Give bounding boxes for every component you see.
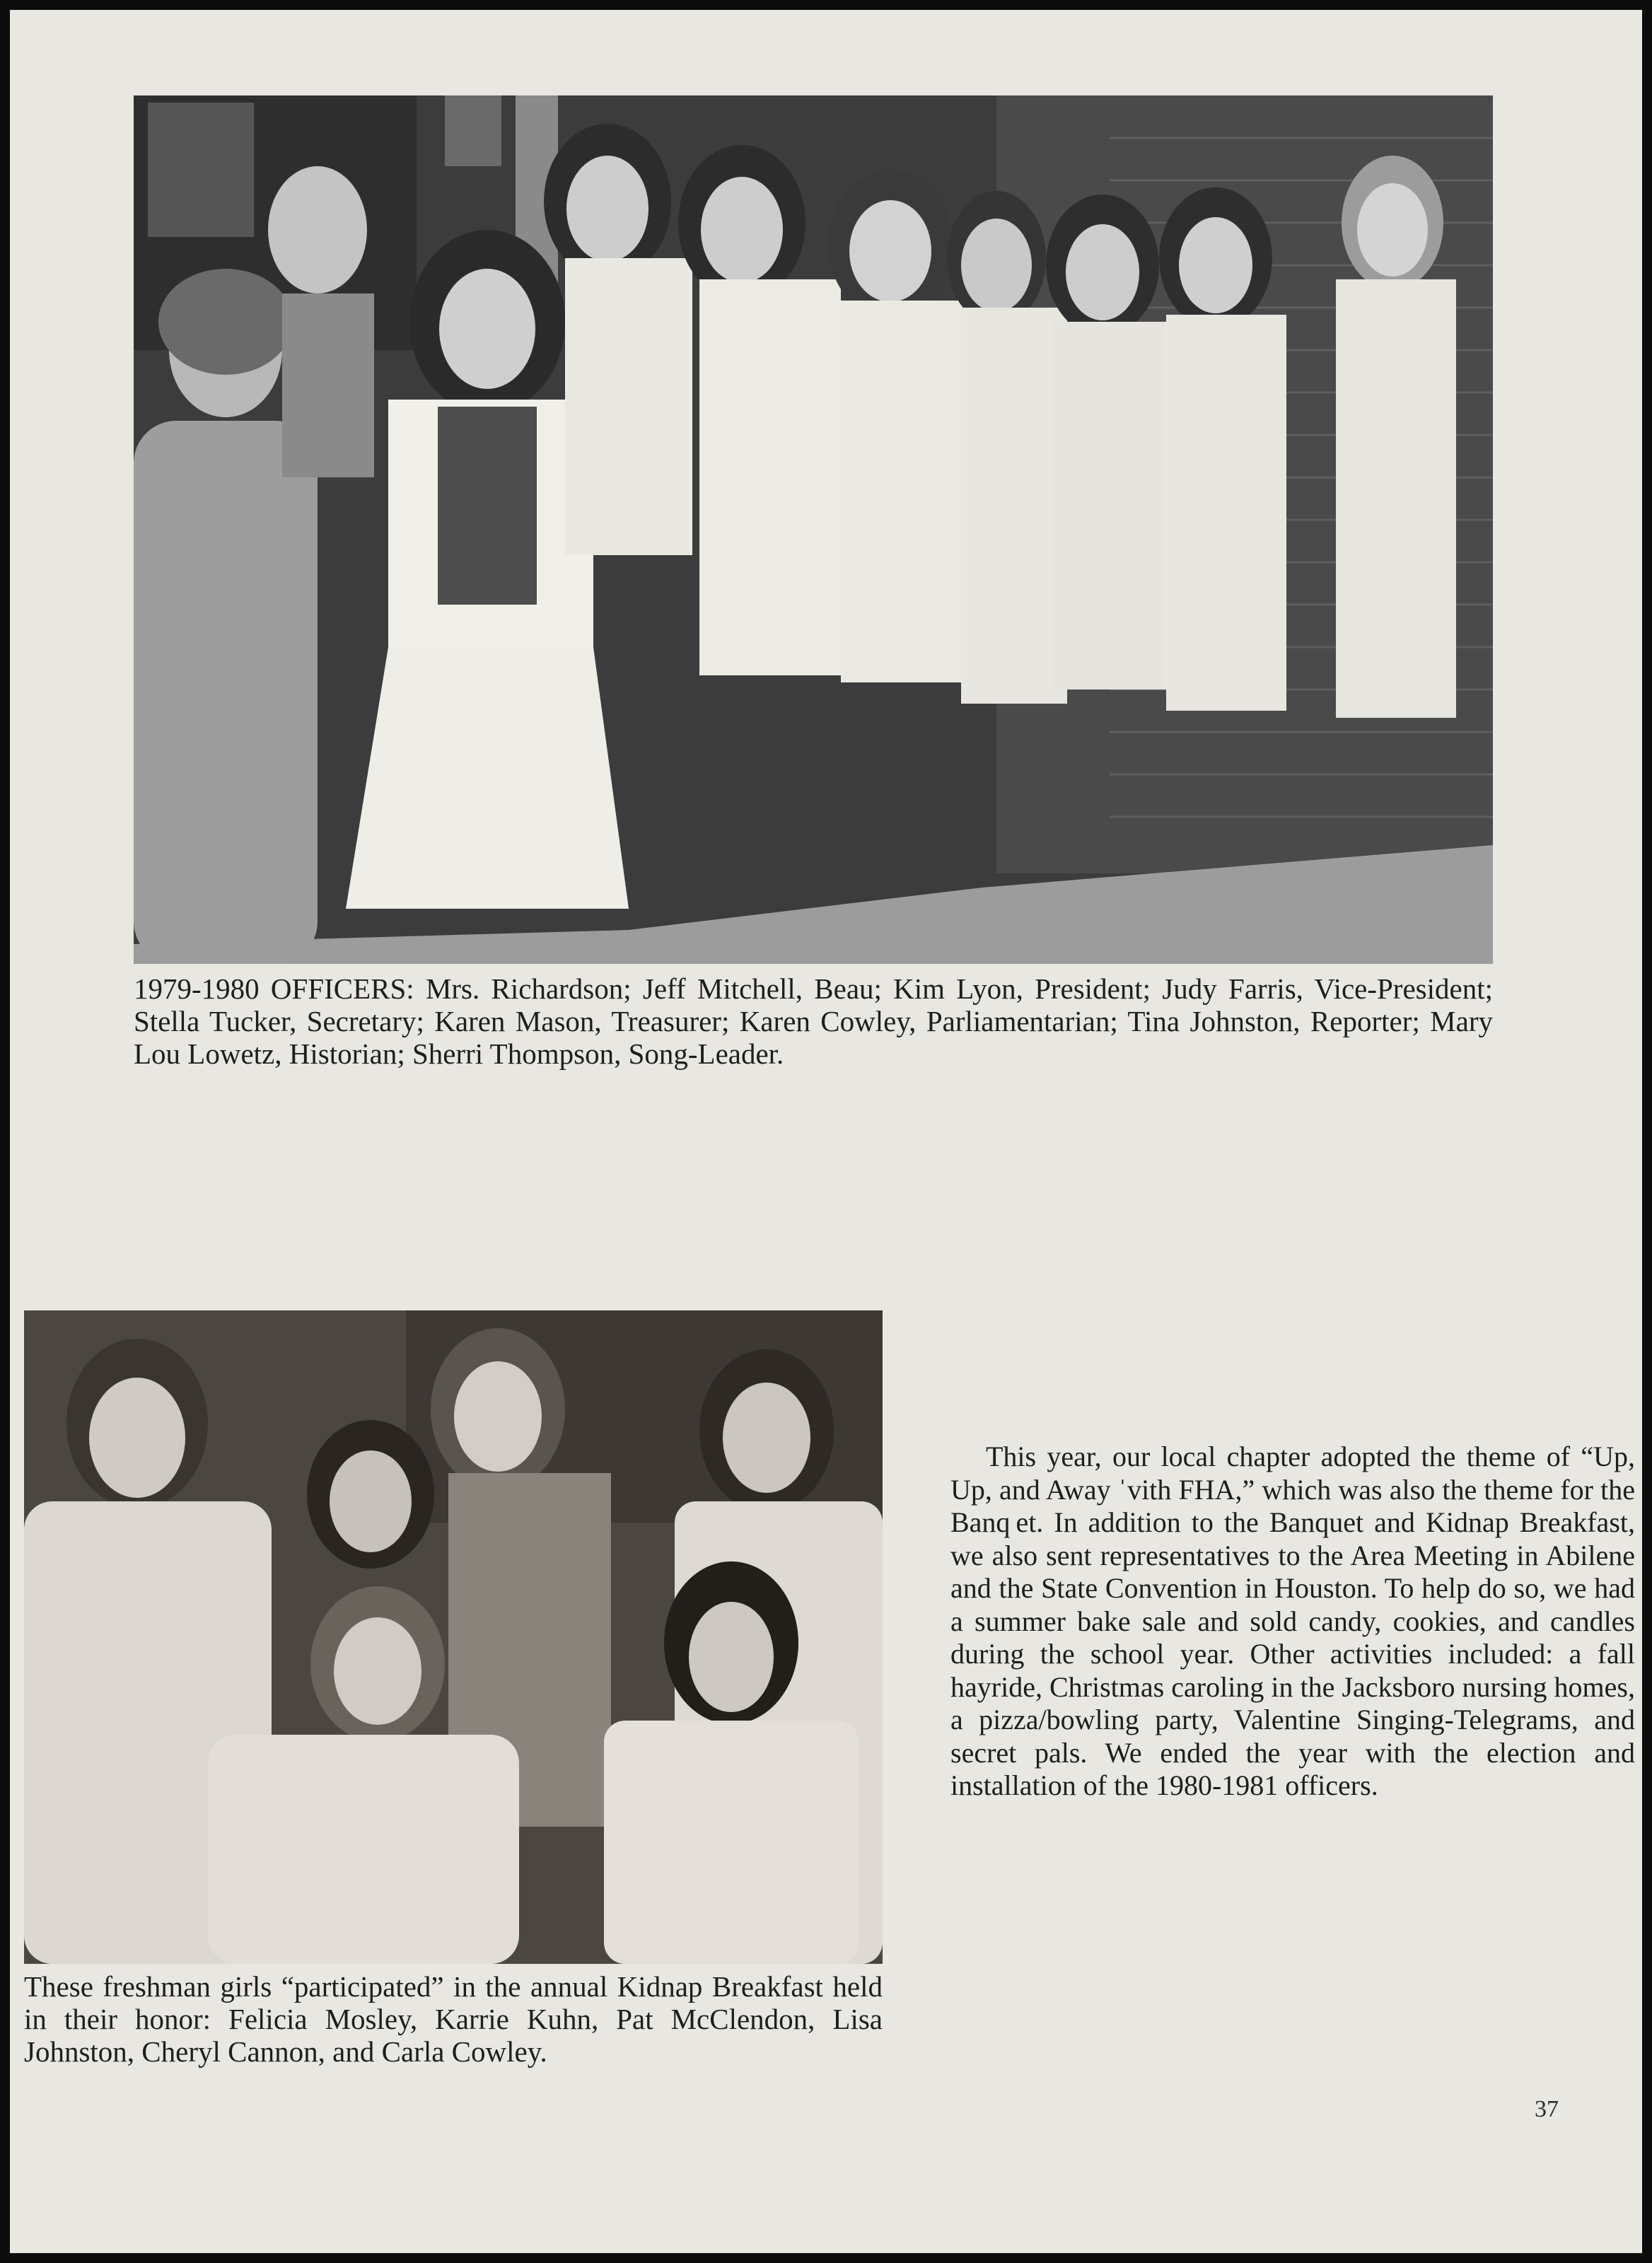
page-number: 37 [1535, 2096, 1559, 2122]
yearbook-page [10, 10, 1642, 2253]
officers-group-photo [134, 95, 1493, 964]
freshman-girls-photo [24, 1310, 883, 1964]
freshman-photo-caption: These freshman girls “participated” in the annual Kidnap Breakfast held in their honor: Felicia Mosley, Karrie Kuhn, Pat McClendon, Lisa Johnston, Cheryl Cannon, and Carla Cowley. [24, 1970, 883, 2068]
officers-photo-caption: 1979-1980 OFFICERS: Mrs. Richardson; Jeff Mitchell, Beau; Kim Lyon, President; Judy Farris, Vice-President; Stella Tucker, Secretary; Karen Mason, Treasurer; Karen Cowley, Parliamentarian; Tina Johnston, Reporter; Mary Lou Lowetz, Historian; Sherri Thompson, Song-Leader. [134, 972, 1493, 1070]
article-body: This year, our local chapter adopted the theme of “Up, Up, and Away ˈvith FHA,” which was also the theme for the Banq et. In addition to the Banquet and Kidnap Breakfast, we also sent representatives to the Area Meeting in Abilene and the State Convention in Houston. To help do so, we had a summer bake sale and sold candy, cookies, and candles during the school year. Other activities included: a fall hayride, Christmas caroling in the Jacksboro nursing homes, a pizza/bowling party, Valentine Singing-Telegrams, and secret pals. We ended the year with the election and installation of the 1980-1981 officers. [950, 1441, 1635, 1801]
